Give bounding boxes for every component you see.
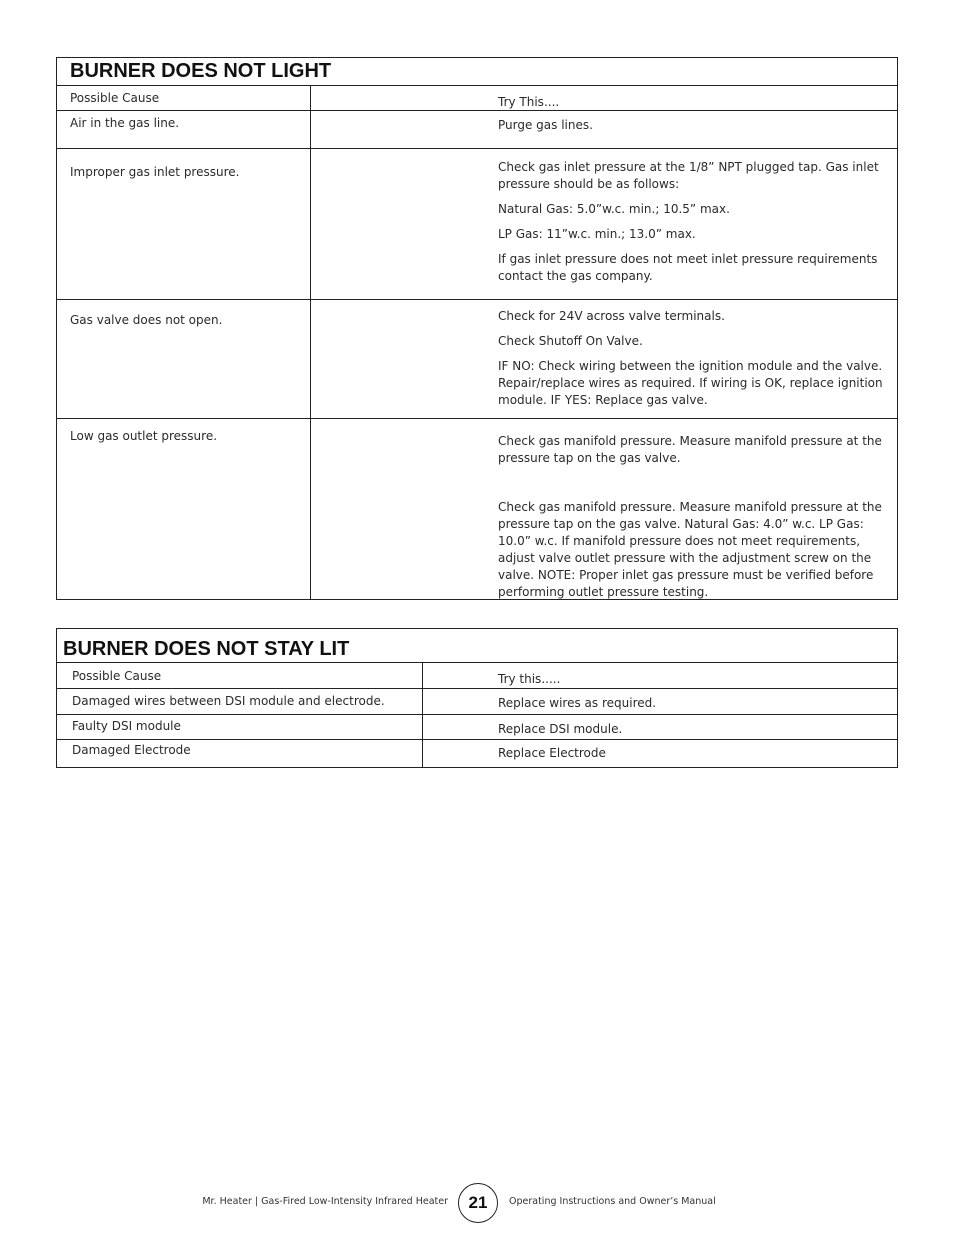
cause-header: Possible Cause bbox=[72, 669, 162, 683]
try-header: Try This.... bbox=[498, 95, 560, 109]
try-line: Check for 24V across valve terminals. bbox=[498, 309, 725, 323]
table-row bbox=[57, 419, 897, 599]
try-line: Check gas manifold pressure. Measure manifold pressure at the pressure tap on the gas valve. Natural Gas: 4.0” w.c. LP Gas: 10.0” w.c. If manifold pressure does not meet requirements, adjust valve outlet pressure with the adjustment screw on the valve. NOTE: Proper inlet gas pressure must be verified before performing outlet pressure testing. bbox=[498, 500, 882, 599]
footer-manual-title: Operating Instructions and Owner’s Manual bbox=[509, 1196, 716, 1207]
try-line: Check gas manifold pressure. Measure manifold pressure at the pressure tap on the gas valve. bbox=[498, 434, 882, 465]
try-line: Check Shutoff On Valve. bbox=[498, 334, 643, 348]
cause-header: Possible Cause bbox=[70, 91, 160, 105]
try-cell: Replace DSI module. bbox=[498, 722, 623, 736]
table-title: BURNER DOES NOT LIGHT bbox=[57, 58, 897, 86]
try-header: Try this..... bbox=[498, 672, 561, 686]
column-divider bbox=[422, 715, 423, 739]
column-divider bbox=[310, 86, 311, 110]
column-divider bbox=[422, 663, 423, 688]
table-row bbox=[57, 111, 897, 149]
table-row bbox=[57, 715, 897, 740]
table-row bbox=[57, 300, 897, 419]
try-cell bbox=[498, 433, 888, 601]
column-divider bbox=[422, 740, 423, 767]
cause-cell: Low gas outlet pressure. bbox=[70, 429, 218, 443]
burner-does-not-stay-lit-table bbox=[56, 628, 898, 768]
table-row bbox=[57, 149, 897, 300]
try-line: If gas inlet pressure does not meet inlet pressure requirements contact the gas company. bbox=[498, 252, 878, 283]
try-cell: Replace wires as required. bbox=[498, 696, 657, 710]
column-divider bbox=[310, 149, 311, 299]
try-cell: Replace Electrode bbox=[498, 746, 606, 760]
try-cell bbox=[498, 308, 888, 417]
try-line: LP Gas: 11”w.c. min.; 13.0” max. bbox=[498, 227, 696, 241]
page-number: 21 bbox=[458, 1183, 498, 1223]
burner-does-not-light-table bbox=[56, 57, 898, 600]
cause-cell: Gas valve does not open. bbox=[70, 313, 223, 327]
table-header-row bbox=[57, 86, 897, 111]
column-divider bbox=[310, 300, 311, 418]
cause-cell: Air in the gas line. bbox=[70, 116, 180, 130]
column-divider bbox=[310, 111, 311, 148]
table-row bbox=[57, 689, 897, 715]
column-divider bbox=[310, 419, 311, 599]
try-line: IF NO: Check wiring between the ignition module and the valve. Repair/replace wires as required. If wiring is OK, replace ignition module. IF YES: Replace gas valve. bbox=[498, 359, 883, 407]
page-footer bbox=[0, 1183, 954, 1223]
column-divider bbox=[422, 689, 423, 714]
table-header-row bbox=[57, 663, 897, 689]
try-cell bbox=[498, 117, 888, 142]
table-row bbox=[57, 740, 897, 767]
cause-cell: Improper gas inlet pressure. bbox=[70, 165, 240, 179]
table-title: BURNER DOES NOT STAY LIT bbox=[57, 629, 897, 663]
try-line: Natural Gas: 5.0”w.c. min.; 10.5” max. bbox=[498, 202, 730, 216]
try-cell bbox=[498, 159, 888, 293]
cause-cell: Damaged Electrode bbox=[72, 743, 191, 757]
footer-product-title: Mr. Heater | Gas-Fired Low-Intensity Infrared Heater bbox=[202, 1196, 448, 1207]
try-line: Purge gas lines. bbox=[498, 118, 593, 132]
cause-cell: Faulty DSI module bbox=[72, 719, 181, 733]
cause-cell: Damaged wires between DSI module and electrode. bbox=[72, 694, 385, 708]
try-line: Check gas inlet pressure at the 1/8” NPT plugged tap. Gas inlet pressure should be as follows: bbox=[498, 160, 879, 191]
